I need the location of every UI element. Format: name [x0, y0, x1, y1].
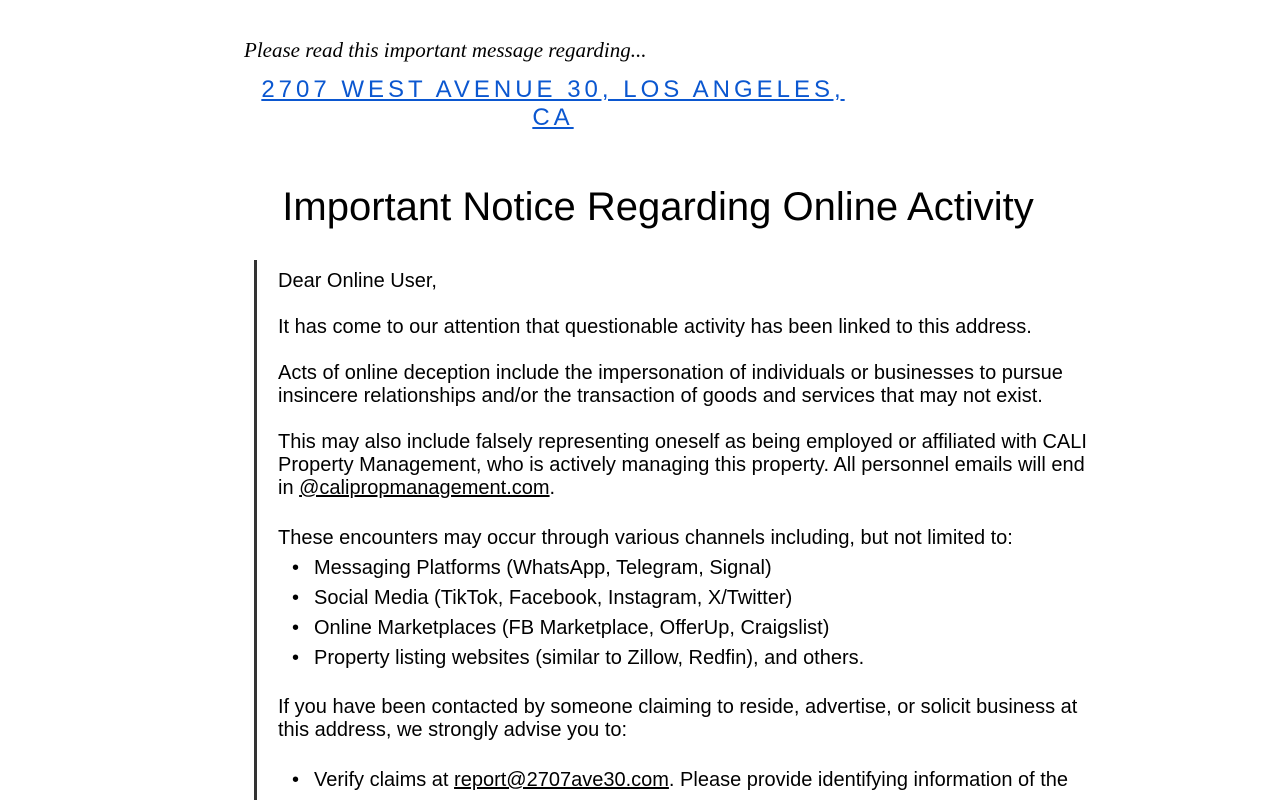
address-line-1: 2707 WEST AVENUE 30, LOS ANGELES, [261, 76, 845, 103]
paragraph-advice-intro: If you have been contacted by someone claiming to reside, advertise, or solicit business at this address, we strongly advise you to: [278, 696, 1078, 741]
bullet-icon: • [292, 647, 300, 669]
paragraph-impersonation-end: . [549, 477, 556, 499]
page-title: Important Notice Regarding Online Activity [282, 185, 1034, 229]
greeting: Dear Online User, [278, 270, 437, 292]
company-email-link[interactable]: @calipropmanagement.com [299, 477, 550, 499]
report-email-link[interactable]: report@2707ave30.com [454, 769, 669, 791]
bullet-icon: • [292, 617, 300, 639]
advice-text-end: . Please provide identifying information of the [668, 769, 1069, 791]
paragraph-deception: Acts of online deception include the impersonation of individuals or businesses to pursue insincere relationships and/or the transaction of goods and services that may not exist. [278, 362, 1063, 407]
channels-list [278, 557, 1093, 677]
list-item [278, 587, 1093, 617]
bullet-icon: • [292, 587, 300, 609]
paragraph-channels-intro: These encounters may occur through various channels including, but not limited to: [278, 527, 1013, 549]
paragraph-impersonation-text: This may also include falsely representing oneself as being employed or affiliated with CALI Property Management, who is actively managing this property. All personnel emails will end in [278, 431, 1087, 499]
bullet-icon: • [292, 557, 300, 579]
list-item-label: Social Media (TikTok, Facebook, Instagram, X/Twitter) [314, 587, 793, 609]
bullet-icon: • [292, 769, 300, 791]
advice-text: Verify claims at [314, 769, 455, 791]
list-item [278, 617, 1093, 647]
list-item-label: Property listing websites (similar to Zillow, Redfin), and others. [314, 647, 865, 669]
address-link[interactable] [261, 76, 844, 131]
advice-list [278, 769, 1093, 799]
list-item-label: Online Marketplaces (FB Marketplace, OfferUp, Craigslist) [314, 617, 830, 639]
address-line-2: CA [532, 104, 574, 131]
paragraph-impersonation [278, 431, 1093, 500]
list-item-label: Messaging Platforms (WhatsApp, Telegram, Signal) [314, 557, 772, 579]
list-item [278, 769, 1093, 799]
notice-body [254, 260, 1094, 800]
list-item [278, 647, 1093, 677]
list-item [278, 557, 1093, 587]
paragraph-attention: It has come to our attention that questionable activity has been linked to this address. [278, 316, 1032, 338]
intro-text: Please read this important message regarding... [244, 38, 647, 62]
address-heading [244, 76, 862, 132]
